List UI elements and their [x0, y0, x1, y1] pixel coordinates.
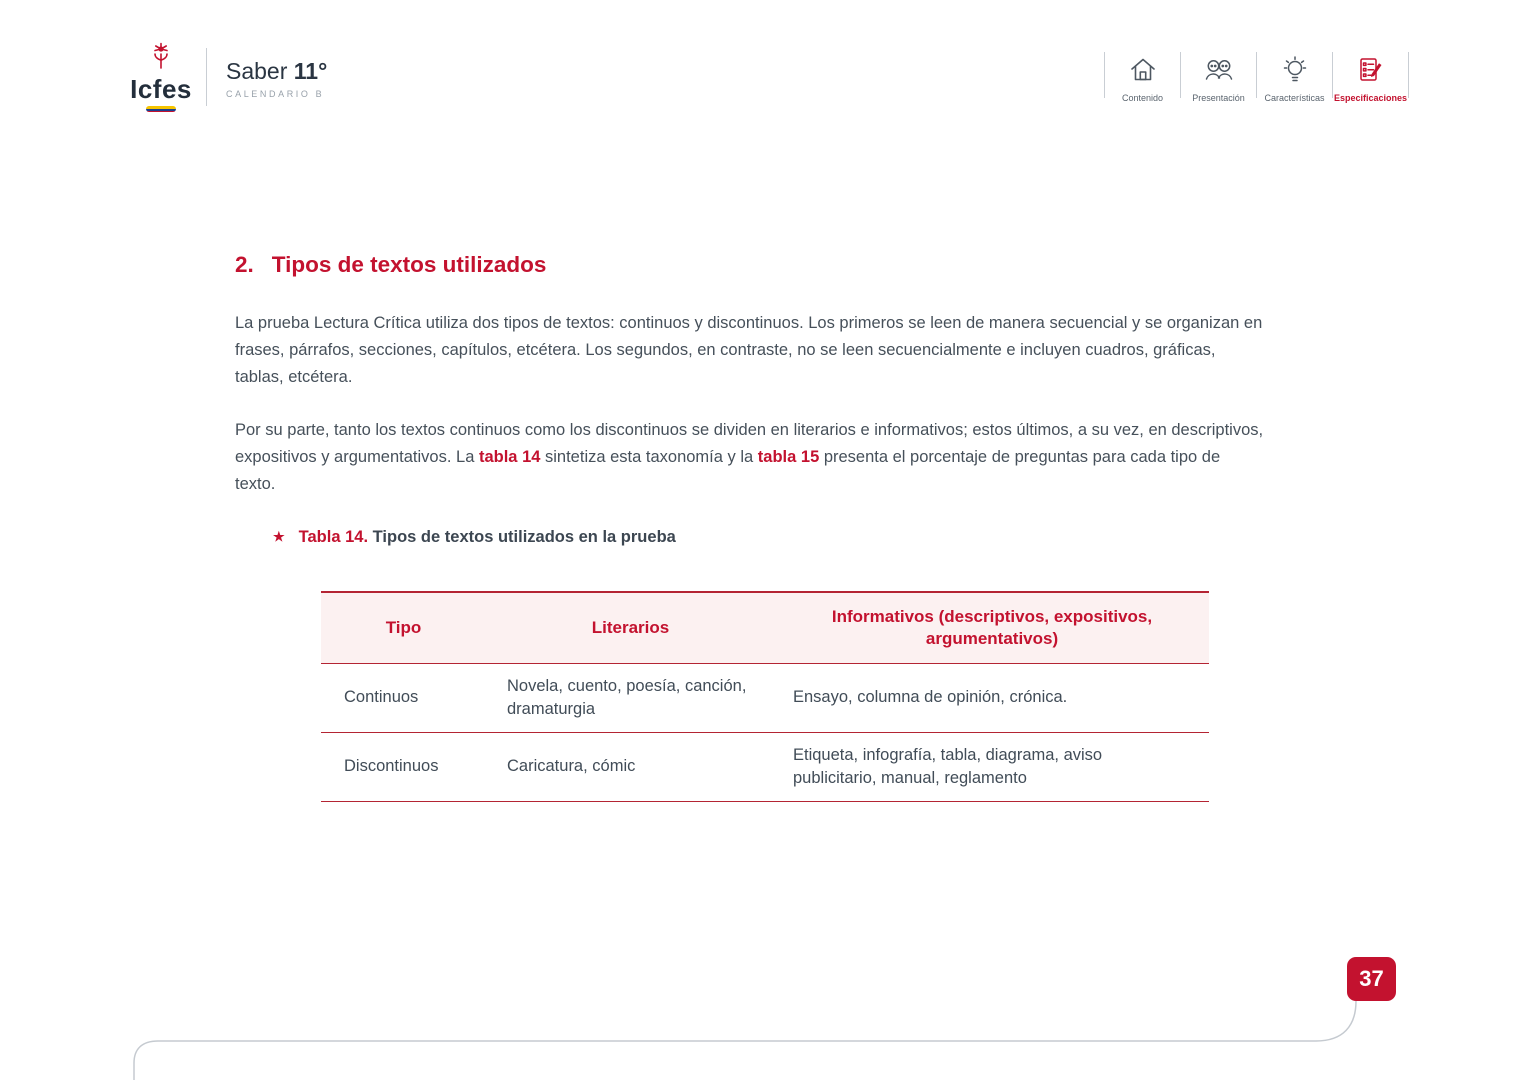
- nav-item-especificaciones[interactable]: [1333, 50, 1408, 103]
- nav-label: Contenido: [1121, 93, 1164, 103]
- icfes-logo-text: Icfes: [130, 74, 192, 104]
- nav-item-presentacion[interactable]: [1181, 50, 1256, 103]
- home-icon: [1126, 50, 1160, 90]
- section-title-text: Tipos de textos utilizados: [271, 252, 547, 277]
- brand-subtitle: CALENDARIO B: [226, 89, 325, 99]
- brand-title-text: Saber: [226, 58, 288, 84]
- cell-literarios: Caricatura, cómic: [486, 732, 775, 801]
- colombia-flag-icon: [146, 106, 176, 112]
- column-header-informativos: Informativos (descriptivos, expositivos, argumentativos): [775, 592, 1209, 663]
- table-row: [321, 732, 1209, 801]
- cell-literarios: Novela, cuento, poesía, canción, dramaturgia: [486, 663, 775, 732]
- table-header-row: [321, 592, 1209, 663]
- lightbulb-icon: [1277, 50, 1313, 90]
- icfes-logo: [126, 42, 196, 112]
- column-header-literarios: Literarios: [486, 592, 775, 663]
- paragraph-intro: La prueba Lectura Crítica utiliza dos tipos de textos: continuos y discontinuos. Los primeros se leen de manera secuencial y se organizan en frases, párrafos, secciones, capítulos, etcétera. Los segundos, en contraste, no se leen secuencialmente e incluyen cuadros, gráficas, tablas, etcétera.: [235, 314, 1263, 386]
- table-caption-label: Tabla 14.: [298, 528, 369, 546]
- icfes-emblem-icon: [146, 42, 176, 74]
- table14-reference: tabla 14: [478, 448, 541, 466]
- people-icon: [1201, 50, 1237, 90]
- paragraph-text: presenta el porcentaje de preguntas para cada tipo de texto.: [235, 448, 1221, 493]
- table15-reference: tabla 15: [757, 448, 820, 466]
- cell-informativos: Ensayo, columna de opinión, crónica.: [775, 663, 1209, 732]
- cell-informativos: Etiqueta, infografía, tabla, diagrama, aviso publicitario, manual, reglamento: [775, 732, 1209, 801]
- cell-tipo: Continuos: [321, 663, 486, 732]
- paragraph-text: sintetiza esta taxonomía y la: [540, 448, 758, 466]
- text-types-table: [321, 591, 1209, 802]
- table-row: [321, 663, 1209, 732]
- brand-block: [226, 58, 327, 99]
- nav-label: Presentación: [1192, 93, 1245, 103]
- nav-label: Características: [1264, 93, 1325, 103]
- paragraph-taxonomy: [235, 417, 1265, 498]
- page-number-badge: 37: [1347, 957, 1396, 1001]
- table-caption-text: Tipos de textos utilizados en la prueba: [368, 528, 676, 546]
- nav-item-caracteristicas[interactable]: [1257, 50, 1332, 103]
- brand-grade-text: 11°: [293, 58, 328, 84]
- brand-title: [226, 58, 327, 85]
- paragraph-text: Por su parte, tanto los textos continuos como los discontinuos se dividen en literarios e informativos; estos últimos, a su vez, en descriptivos, expositivos y argumentativos. La: [235, 421, 1264, 466]
- header-divider: [206, 48, 207, 106]
- nav-label: Especificaciones: [1333, 93, 1408, 103]
- column-header-tipo: Tipo: [321, 592, 486, 663]
- cell-tipo: Discontinuos: [321, 732, 486, 801]
- nav-item-contenido[interactable]: [1105, 50, 1180, 103]
- table-caption: [273, 528, 676, 547]
- nav-divider: [1408, 52, 1409, 98]
- section-title: [235, 252, 546, 278]
- section-number: 2.: [235, 252, 254, 277]
- star-icon: ★: [273, 529, 285, 544]
- spec-document-icon: [1353, 50, 1389, 90]
- top-navigation: [1104, 50, 1409, 103]
